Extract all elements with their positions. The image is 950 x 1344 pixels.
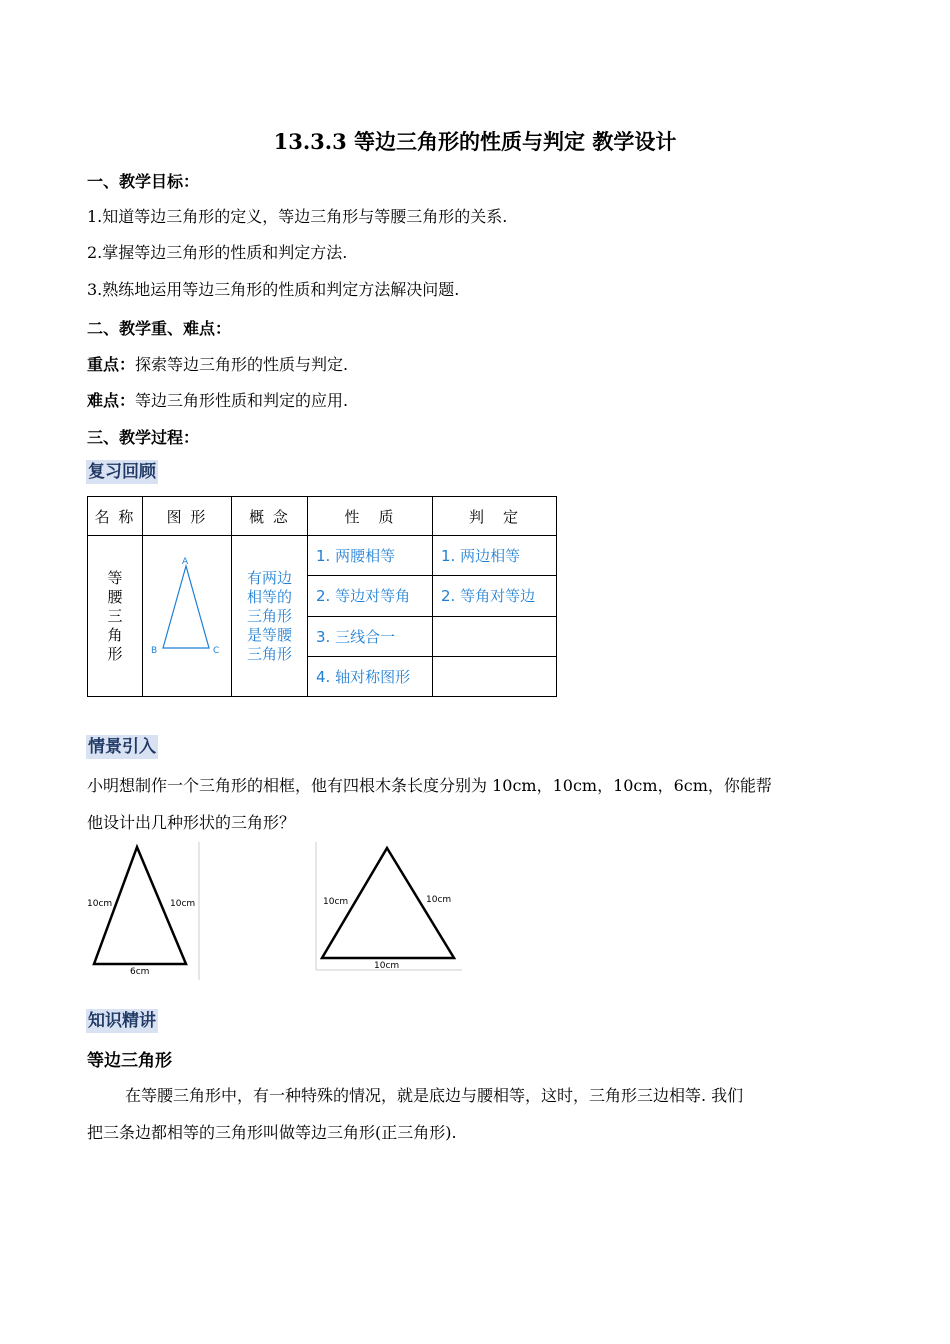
difficult-point-label: 难点： [87,391,136,410]
vertex-b-label: B [151,646,158,656]
triangle-figure-2 [314,842,464,974]
header-name: 名 称 [88,497,143,536]
property-4: 4. 轴对称图形 [308,656,433,696]
isosceles-triangle-shape [163,566,209,648]
difficult-point-text: 等边三角形性质和判定的应用. [135,391,349,410]
equilateral-subheading: 等边三角形 [87,1051,172,1071]
key-point-label: 重点： [87,355,136,374]
isosceles-concept-cell: 有两边 相等的 三角形 是等腰 三角形 [232,536,308,697]
key-point-line [87,352,348,375]
criteria-3 [433,616,557,656]
knowledge-tag: 知识精讲 [88,1011,156,1031]
page-title: 13.3.3 等边三角形的性质与判定 教学设计 [273,129,677,154]
scenario-text-line-2: 他设计出几种形状的三角形？ [87,813,296,832]
tri2-right-label: 10cm [426,895,452,905]
goal-item-1: 1.知道等边三角形的定义，等边三角形与等腰三角形的关系. [87,207,508,226]
tri2-left-label: 10cm [323,897,349,907]
criteria-1: 1. 两边相等 [433,536,557,576]
vertex-c-label: C [213,646,220,656]
header-figure: 图 形 [143,497,232,536]
vertex-a-label: A [182,557,189,567]
criteria-4 [433,656,557,696]
tri1-left-label: 10cm [87,899,113,909]
criteria-2: 2. 等角对等边 [433,576,557,616]
scenario-tag: 情景引入 [88,737,156,757]
scenario-text-line-1: 小明想制作一个三角形的相框，他有四根木条长度分别为 10cm，10cm，10cm，6cm，你能帮 [87,776,772,795]
review-header-row [88,497,557,536]
property-2: 2. 等边对等角 [308,576,433,616]
goal-item-3: 3.熟练地运用等边三角形的性质和判定方法解决问题. [87,280,460,299]
isosceles-triangle-figure [143,536,231,692]
property-3: 3. 三线合一 [308,616,433,656]
knowledge-para-line-2: 把三条边都相等的三角形叫做等边三角形(正三角形). [87,1123,457,1142]
goal-item-2: 2.掌握等边三角形的性质和判定方法. [87,243,348,262]
key-point-text: 探索等边三角形的性质与判定. [135,355,349,374]
isosceles-figure-cell [143,536,232,697]
header-criteria: 判 定 [433,497,557,536]
review-table [87,496,557,697]
tri1-base-label: 6cm [130,967,150,977]
tri1-right-label: 10cm [170,899,196,909]
knowledge-para-line-1: 在等腰三角形中，有一种特殊的情况，就是底边与腰相等，这时，三角形三边相等. 我们 [125,1086,744,1105]
key-points-heading: 二、教学重、难点： [87,319,232,338]
review-tag: 复习回顾 [88,462,156,482]
isosceles-name-cell: 等 腰 三 角 形 [88,536,143,697]
property-1: 1. 两腰相等 [308,536,433,576]
triangle-figure-1 [84,842,204,982]
difficult-point-line [87,388,348,411]
header-property: 性 质 [308,497,433,536]
process-heading: 三、教学过程： [87,428,200,447]
tri2-base-label: 10cm [374,961,400,971]
header-concept: 概 念 [232,497,308,536]
goals-heading: 一、教学目标： [87,172,200,191]
